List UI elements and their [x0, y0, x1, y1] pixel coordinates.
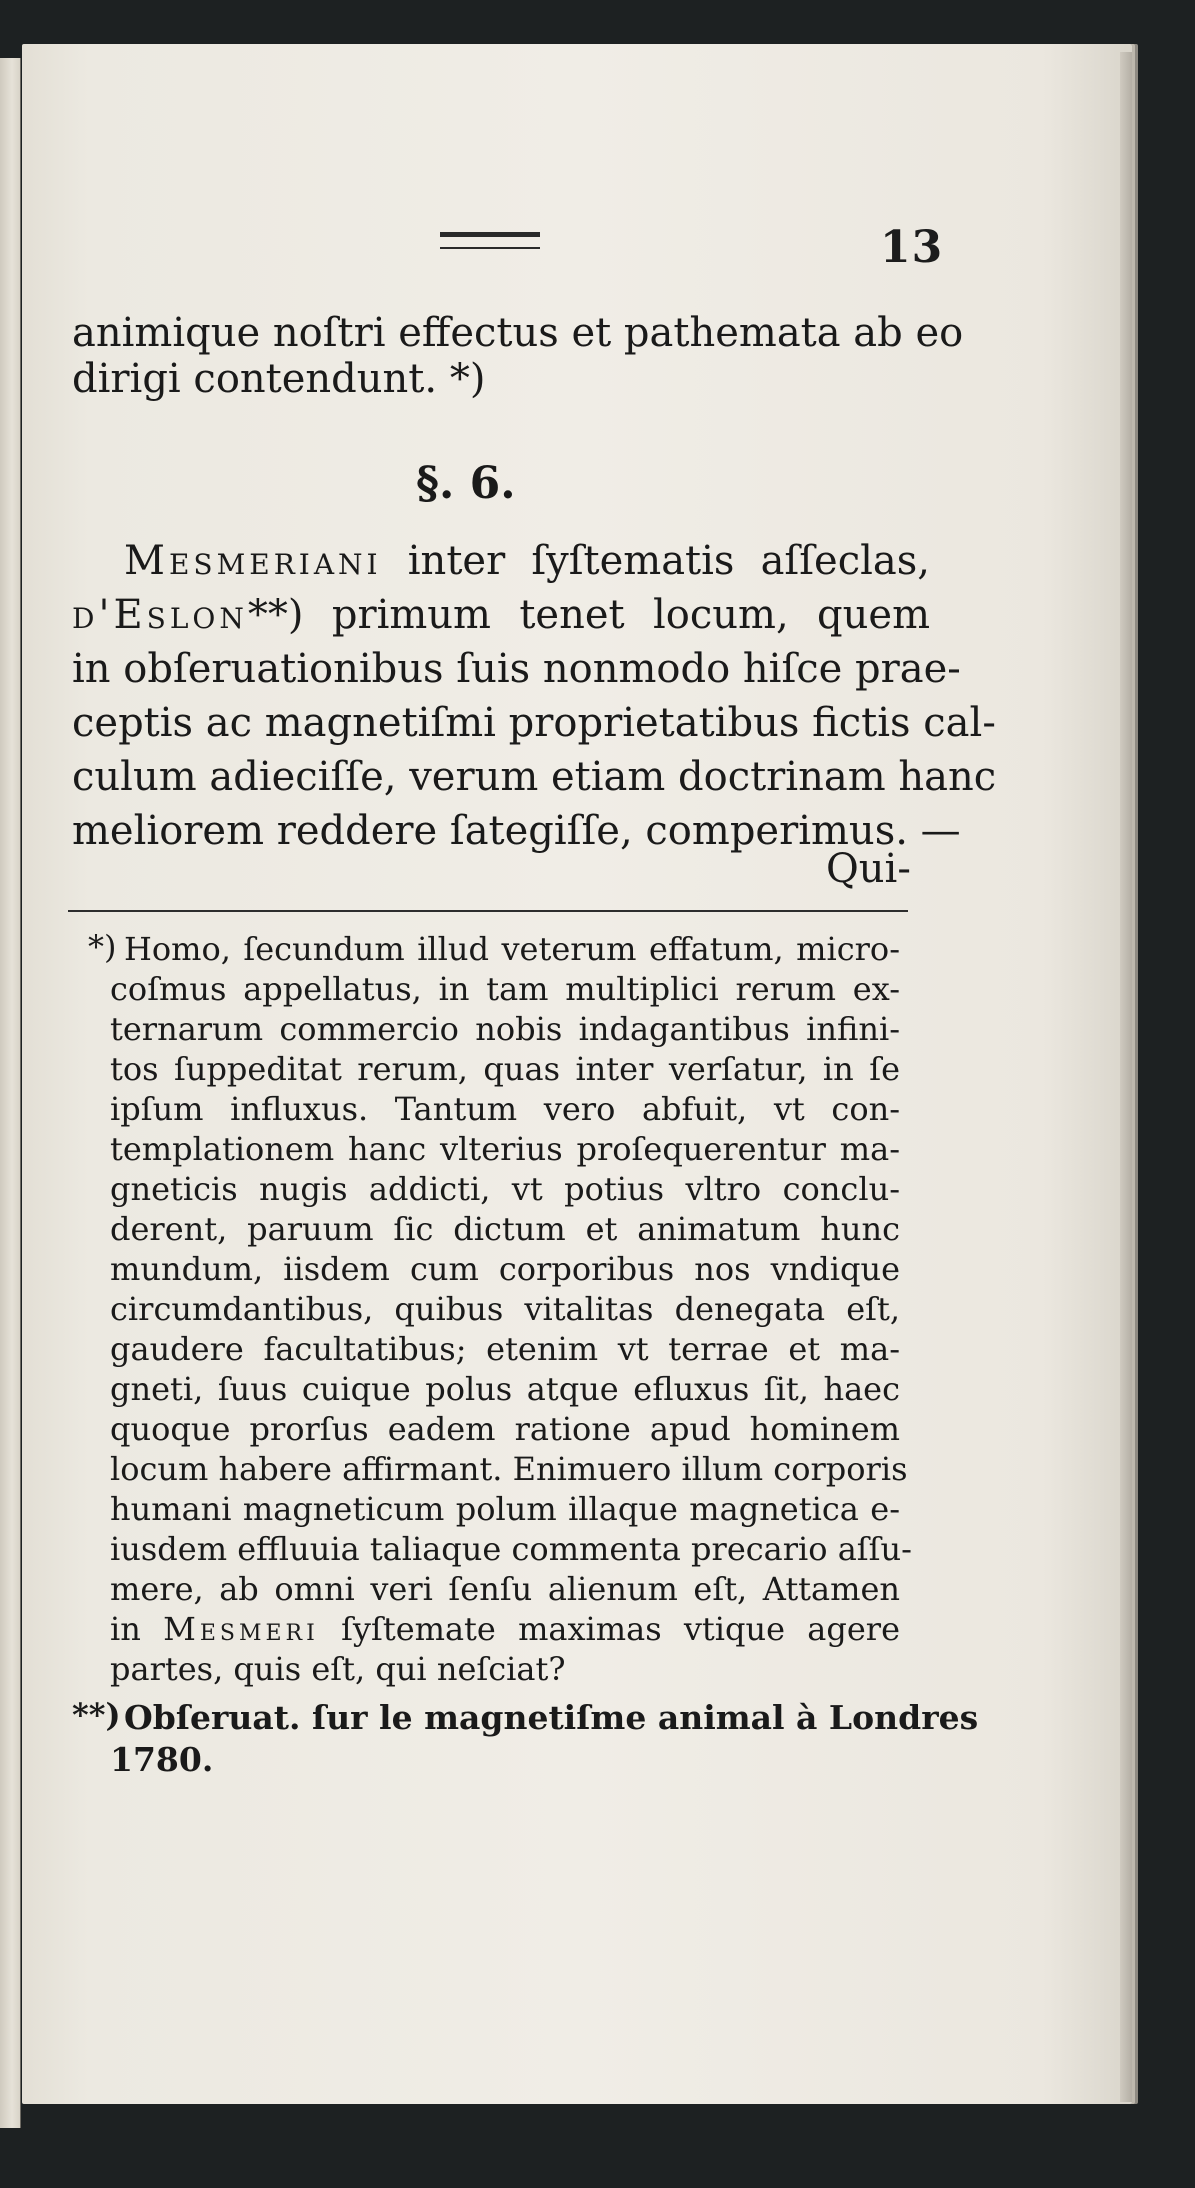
- text-line: in obſeruationibus ſuis nonmodo hiſce prae-: [72, 646, 961, 692]
- footnote-marker: *): [88, 928, 117, 966]
- footnote-line: iusdem effluuia taliaque commenta precario aſſu-: [110, 1530, 912, 1568]
- text-line: [72, 592, 930, 638]
- footnote-line: humani magneticum polum illaque magnetica e-: [110, 1490, 900, 1528]
- text-span: ſyſtemate maximas vtique agere: [341, 1610, 901, 1648]
- footnote-line: Obſeruat. ſur le magnetiſme animal à Londres: [124, 1698, 979, 1737]
- footnote-line: quoque prorſus eadem ratione apud hominem: [110, 1410, 900, 1448]
- text-line: animique noſtri effectus et pathemata ab eo: [72, 310, 964, 356]
- page-edge-shadow: [1120, 52, 1132, 2102]
- footnote-line: circumdantibus, quibus vitalitas denegata eſt,: [110, 1290, 900, 1328]
- facing-page-edge: [0, 58, 21, 2128]
- footnote-line: locum habere affirmant. Enimuero illum corporis: [110, 1450, 908, 1488]
- footnote-line: templationem hanc vlterius proſequerentur ma-: [110, 1130, 900, 1168]
- footnote-line: 1780.: [110, 1740, 214, 1779]
- footnote-line: partes, quis eſt, qui neſciat?: [110, 1650, 566, 1688]
- footnote-line: gneticis nugis addicti, vt potius vltro conclu-: [110, 1170, 900, 1208]
- author-name: Mesmeri: [163, 1610, 319, 1648]
- footnote-line: mundum, iisdem cum corporibus nos vndique: [110, 1250, 900, 1288]
- section-heading: §. 6.: [416, 458, 516, 509]
- footnote-line: derent, paruum ſic dictum et animatum hunc: [110, 1210, 900, 1248]
- footnote-line: tos ſuppeditat rerum, quas inter verſatur, in ſe: [110, 1050, 900, 1088]
- author-name: d'Eslon: [72, 592, 248, 638]
- footnote-line: [110, 1610, 900, 1648]
- footnote-line: coſmus appellatus, in tam multiplici rerum ex-: [110, 970, 900, 1008]
- page-number: 13: [880, 222, 944, 273]
- footnote-line: ipſum influxus. Tantum vero abfuit, vt con-: [110, 1090, 900, 1128]
- text-span: in: [110, 1610, 141, 1648]
- text-line: meliorem reddere ſategiſſe, comperimus. —: [72, 808, 961, 854]
- footnote-line: ternarum commercio nobis indagantibus infini-: [110, 1010, 900, 1048]
- text-span: **) primum tenet locum, quem: [247, 592, 930, 638]
- footnote-line: Homo, ſecundum illud veterum effatum, micro-: [124, 930, 900, 968]
- text-line: [124, 538, 930, 584]
- footnote-line: mere, ab omni veri ſenſu alienum eſt, Attamen: [110, 1570, 900, 1608]
- footnote-line: gneti, ſuus cuique polus atque efluxus ſit, haec: [110, 1370, 900, 1408]
- header-ornament-rule: [440, 232, 540, 249]
- author-name: Mesmeriani: [124, 538, 382, 584]
- footnote-rule: [68, 910, 908, 912]
- catchword: Qui-: [826, 846, 911, 892]
- text-line: ceptis ac magnetiſmi proprietatibus fictis cal-: [72, 700, 996, 746]
- text-line: dirigi contendunt. *): [72, 356, 486, 402]
- text-span: inter ſyſtematis aſſeclas,: [407, 538, 930, 584]
- footnote-line: gaudere facultatibus; etenim vt terrae et ma-: [110, 1330, 900, 1368]
- text-line: culum adieciſſe, verum etiam doctrinam hanc: [72, 754, 997, 800]
- footnote-marker: **): [72, 1696, 121, 1734]
